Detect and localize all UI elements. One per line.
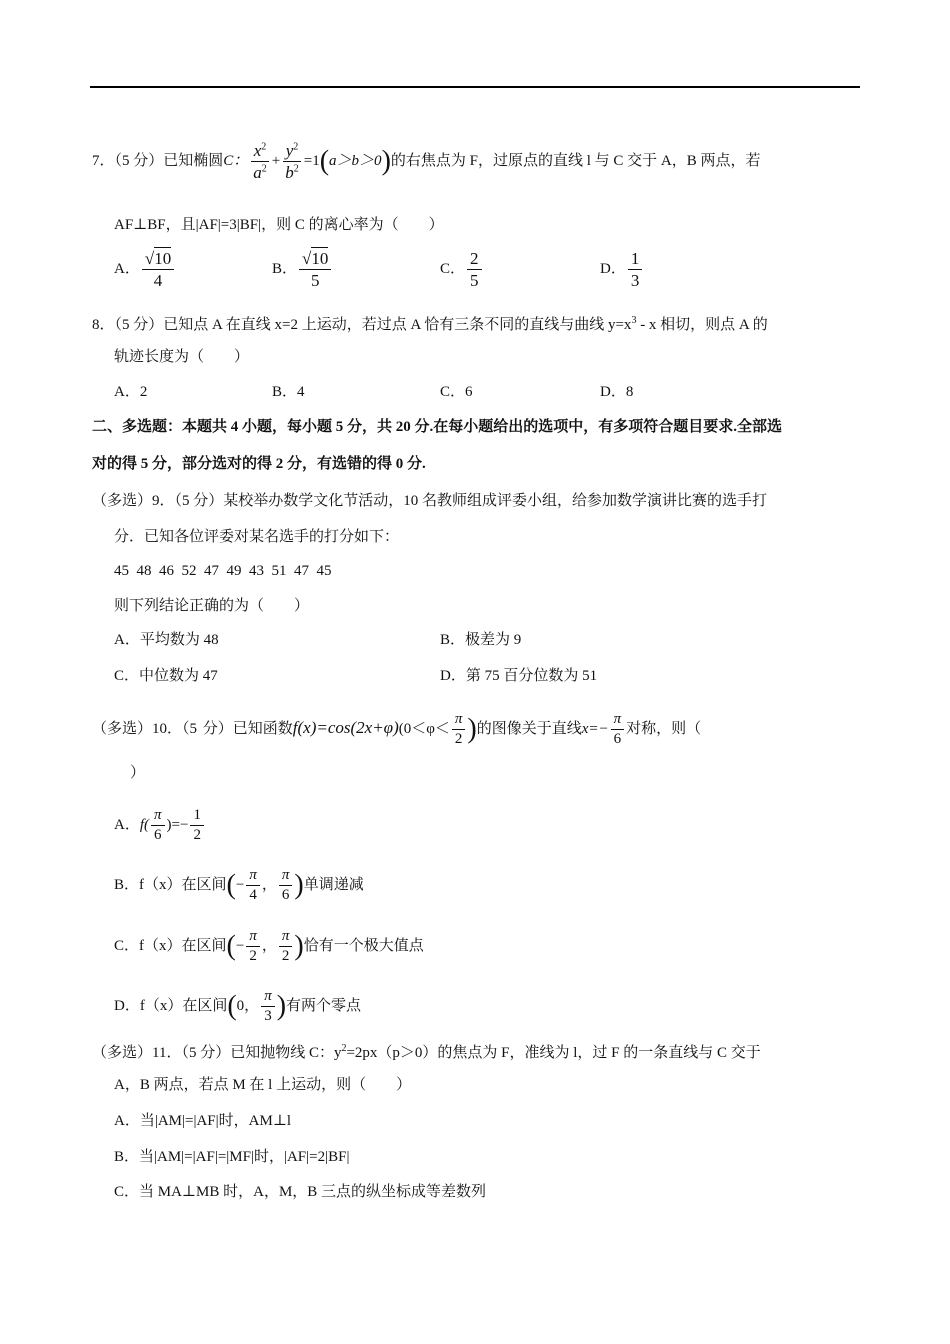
q11-line2: A，B 两点，若点 M 在 l 上运动，则（ ）: [114, 1077, 412, 1093]
q8-option-b: B．4: [272, 384, 305, 400]
q7-line2: AF⊥BF，且|AF|=3|BF|，则 C 的离心率为（ ）: [114, 217, 444, 233]
q11-line1: （多选）11．（5 分）已知抛物线 C：$y^2=2px(p>0)$的焦点为 F，准线为 l，过 F 的一条直线与 C 交于: [92, 1043, 761, 1061]
section2-heading-2: 对的得 5 分，部分选对的得 2 分，有选错的得 0 分.: [92, 456, 426, 472]
q8-option-c: C．6: [440, 384, 473, 400]
q8-option-d: D．8: [600, 384, 634, 400]
q11-option-b: B．当|AM|=|AF|=|MF|时，|AF|=2|BF|: [114, 1149, 350, 1165]
q10-option-a: A．f( $\frac{\pi}{6}$ )=− $\frac{1}{2}$: [114, 808, 206, 843]
q8-option-a: A．2: [114, 384, 148, 400]
q7-option-b: B． $\frac{√10}{5}$: [272, 250, 333, 289]
q7-option-d: D． $\frac{1}{3}$: [600, 250, 644, 289]
q9-option-c: C．中位数为 47: [114, 668, 218, 684]
q9-line2: 分．已知各位评委对某名选手的打分如下：: [114, 529, 400, 545]
section2-heading: 二、多选题：本题共 4 小题，每小题 5 分，共 20 分.在每小题给出的选项中，有多项符合题目要求.全部选: [92, 419, 783, 435]
q8-line2: 轨迹长度为（ ）: [114, 349, 250, 365]
q8-line1: 8．（5 分）已知点 A 在直线 x=2 上运动，若过点 A 恰有三条不同的直线与曲线 $y=x^3 - x$ 相切，则点 A 的: [92, 315, 768, 333]
q10-option-c: C．f（x）在区间(− $\frac{\pi}{2}$ ， $\frac{\pi}{2}$ )恰有一个极大值点: [114, 928, 424, 964]
q7-option-c: C． $\frac{2}{5}$: [440, 250, 484, 289]
q9-option-a: A．平均数为 48: [114, 632, 219, 648]
q10-line1: （多选）10．（5 分）已知函数f(x)=cos(2x+φ)(0＜φ＜ $\frac{\pi}{2}$ )的图像关于直线x=− $\frac{\pi}{6}$ 对称，则（: [92, 711, 702, 747]
q9-line4: 则下列结论正确的为（ ）: [114, 598, 310, 614]
q10-option-b: B．f（x）在区间(− $\frac{\pi}{4}$ ， $\frac{\pi}{6}$ )单调递减: [114, 867, 364, 903]
q9-scores: 45 48 46 52 47 49 43 51 47 45: [114, 563, 332, 579]
q9-option-d: D．第 75 百分位数为 51: [440, 668, 598, 684]
q10-close: ）: [130, 765, 146, 781]
q9-line1: （多选）9．（5 分）某校举办数学文化节活动，10 名教师组成评委小组，给参加数学演讲比赛的选手打: [92, 493, 768, 509]
q10-option-d: D．f（x）在区间(0， $\frac{\pi}{3}$ )有两个零点: [114, 988, 362, 1024]
header-rule: [90, 86, 860, 88]
q11-option-a: A．当|AM|=|AF|时，AM⊥l: [114, 1113, 292, 1129]
q9-option-b: B．极差为 9: [440, 632, 522, 648]
q7-option-a: A． $\frac{√10}{4}$: [114, 250, 176, 289]
q11-option-c: C．当 MA⊥MB 时，A，M，B 三点的纵坐标成等差数列: [114, 1184, 487, 1200]
q7-line1: 7．（5 分）已知椭圆C： $\frac{x^2}{a^2}$ + $\frac{y^2}{b^2}$ =1(a＞b＞0)的右焦点为 F，过原点的直线 l 与 C 交于 A，B 两点，若: [92, 141, 761, 182]
